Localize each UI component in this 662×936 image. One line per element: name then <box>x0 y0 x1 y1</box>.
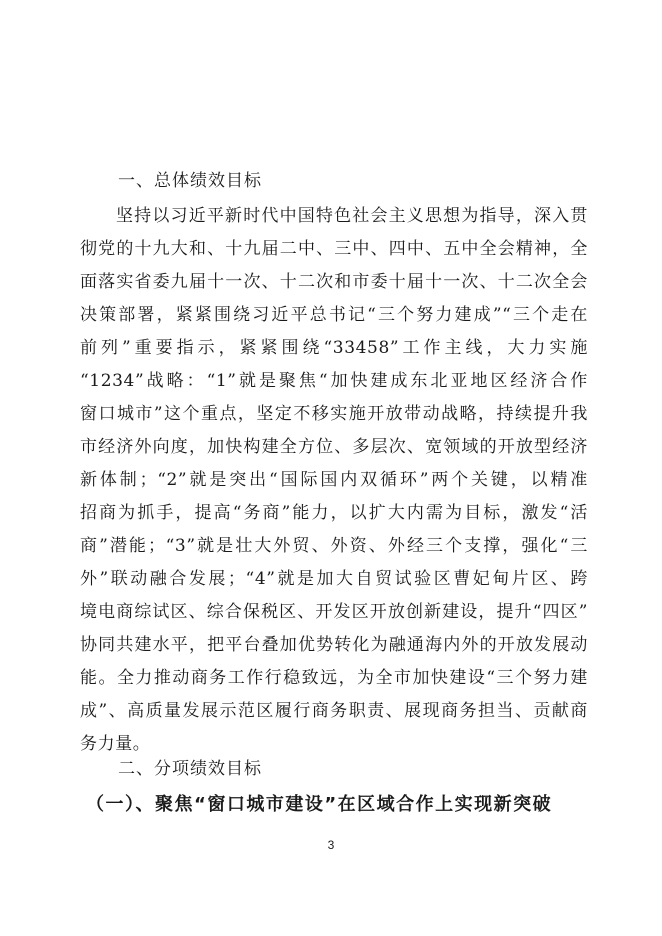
paragraph-line: 境电商综试区、综合保税区、开发区开放创新建设，提升“四区” <box>80 602 588 622</box>
paragraph-line: 面落实省委九届十一次、十二次和市委十届十一次、十二次全会 <box>80 272 588 292</box>
paragraph-line: 新体制；“2”就是突出“国际国内双循环”两个关键，以精准 <box>80 470 588 490</box>
paragraph-line: 协同共建水平，把平台叠加优势转化为融通海内外的开放发展动 <box>80 635 588 655</box>
sub-heading-window-city: （一）、聚焦“窗口城市建设”在区域合作上实现新突破 <box>86 794 553 815</box>
paragraph-line: 彻党的十九大和、十九届二中、三中、四中、五中全会精神，全 <box>80 239 588 259</box>
paragraph-line: 能。全力推动商务工作行稳致远，为全市加快建设“三个努力建 <box>80 668 588 688</box>
section-heading-overall-goals: 一、总体绩效目标 <box>118 171 262 191</box>
paragraph-line: 外”联动融合发展；“4”就是加大自贸试验区曹妃甸片区、跨 <box>80 569 588 589</box>
paragraph-line: 窗口城市”这个重点，坚定不移实施开放带动战略，持续提升我 <box>80 404 588 424</box>
paragraph-line: 招商为抓手，提高“务商”能力，以扩大内需为目标，激发“活 <box>80 503 588 523</box>
paragraph-line: 决策部署，紧紧围绕习近平总书记“三个努力建成”“三个走在 <box>80 305 588 325</box>
page-number: 3 <box>327 838 335 852</box>
paragraph-line: 成”、高质量发展示范区履行商务职责、展现商务担当、贡献商 <box>80 701 588 721</box>
section-heading-itemized-goals: 二、分项绩效目标 <box>118 759 262 779</box>
paragraph-line: 坚持以习近平新时代中国特色社会主义思想为指导，深入贯 <box>116 206 588 226</box>
paragraph-line: 商”潜能；“3”就是壮大外贸、外资、外经三个支撑，强化“三 <box>80 536 588 556</box>
paragraph-line: 务力量。 <box>80 734 151 754</box>
body-paragraph <box>80 200 588 761</box>
paragraph-line: 市经济外向度，加快构建全方位、多层次、宽领域的开放型经济 <box>80 437 588 457</box>
paragraph-line: “1234”战略：“1”就是聚焦“加快建成东北亚地区经济合作 <box>80 371 588 391</box>
paragraph-line: 前列”重要指示，紧紧围绕“33458”工作主线，大力实施 <box>80 338 588 358</box>
